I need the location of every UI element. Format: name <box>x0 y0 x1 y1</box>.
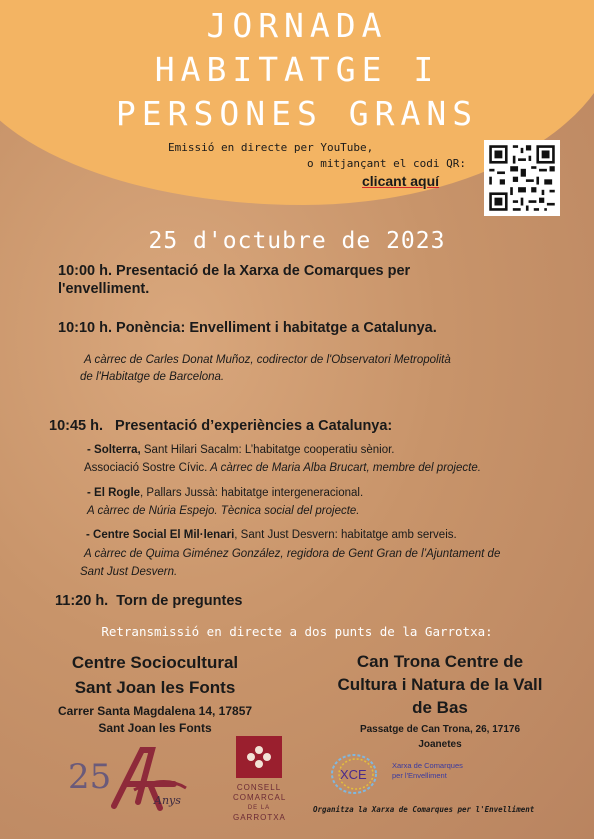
venue-2-name-b: Cultura i Natura de la Vall <box>337 675 543 694</box>
experience-3 <box>86 529 457 541</box>
consell-line-2: COMARCAL <box>233 793 287 802</box>
item-2-desc-b: de l'Habitatge de Barcelona. <box>80 371 225 383</box>
exp-1-desc: Sant Hilari Sacalm: L’habitatge cooperatiu sènior. <box>140 444 395 456</box>
broadcast-heading: Retransmissió en directe a dos punts de la Garrotxa: <box>101 624 493 639</box>
venue-1-address-a: Carrer Santa Magdalena 14, 17857 <box>57 704 253 718</box>
exp-3-person-a: A càrrec de Quima Giménez González, regidora de Gent Gran de l’Ajuntament de <box>84 548 501 560</box>
title-line-1: JORNADA <box>206 6 388 45</box>
xce-line-1: Xarxa de Comarques <box>392 761 463 770</box>
exp-1-name: - Solterra, <box>87 444 141 456</box>
experience-2 <box>87 487 363 499</box>
title-line-3: PERSONES GRANS <box>115 94 479 133</box>
organizer-footer: Organitza la Xarxa de Comarques per l'Envelliment <box>313 805 535 814</box>
venue-1-name-a: Centre Sociocultural <box>71 653 239 672</box>
title-line-2: HABITATGE I <box>154 50 440 89</box>
item-2-desc-b-wrap <box>80 369 224 386</box>
item-1-title: Presentació de la Xarxa de Comarques per <box>116 263 411 279</box>
consell-line-1: CONSELL <box>236 783 282 792</box>
consell-line-4: GARROTXA <box>233 813 286 822</box>
exp-2-desc: , Pallars Jussà: habitatge intergeneracional. <box>140 487 364 499</box>
program-item-1 <box>58 262 410 298</box>
exp-2-name: - El Rogle <box>87 487 141 499</box>
program-item-3 <box>49 418 392 434</box>
25-anys-logo <box>64 744 194 814</box>
item-2-time: 10:10 h. <box>58 320 112 336</box>
qr-code[interactable] <box>484 140 560 216</box>
venue-1 <box>30 650 280 737</box>
exp-1-person: A càrrec de Maria Alba Brucart, membre del projecte. <box>207 462 481 474</box>
venue-1-address-b: Sant Joan les Fonts <box>98 721 212 735</box>
svg-text:25: 25 <box>68 757 112 797</box>
consell-emblem <box>236 736 282 778</box>
xce-logo <box>330 752 382 796</box>
exp-3-person-b: Sant Just Desvern. <box>80 566 178 578</box>
exp-2-person: A càrrec de Núria Espejo. Tècnica social del projecte. <box>87 505 360 517</box>
experience-1-org <box>84 462 481 474</box>
venue-2-address-a: Passatge de Can Trona, 26, 17176 <box>359 724 521 735</box>
svg-text:XCE: XCE <box>340 767 367 782</box>
stream-link[interactable]: clicant aquí <box>362 173 440 189</box>
item-4-time: 11:20 h. <box>55 593 109 609</box>
item-2-desc-a: A càrrec de Carles Donat Muñoz, codirector de l'Observatori Metropolità <box>84 354 451 366</box>
exp-1-org: Associació Sostre Cívic. <box>84 462 208 474</box>
item-1-title-cont: l'envelliment. <box>58 281 150 297</box>
program-item-4 <box>55 593 242 609</box>
venue-2-address-b: Joanetes <box>418 739 462 750</box>
svg-text:Anys: Anys <box>154 794 181 807</box>
xce-icon <box>330 752 382 796</box>
flower-icon <box>236 736 282 778</box>
program-item-2 <box>58 320 437 336</box>
25-anys-icon <box>64 744 194 814</box>
exp-3-desc: , Sant Just Desvern: habitatge amb serveis. <box>234 529 457 541</box>
item-1-time: 10:00 h. <box>58 263 112 279</box>
item-2-title: Ponència: Envelliment i habitatge a Catalunya. <box>116 320 437 336</box>
exp-3-name: - Centre Social El Mil·lenari <box>86 529 235 541</box>
event-date: 25 d'octubre de 2023 <box>148 228 446 254</box>
xce-line-2: per l'Envelliment <box>392 771 447 780</box>
item-3-time: 10:45 h. <box>49 418 103 434</box>
xce-text <box>392 761 463 781</box>
venue-2 <box>310 650 570 752</box>
consell-text <box>233 783 285 823</box>
item-4-title: Torn de preguntes <box>116 593 243 609</box>
venue-1-name-b: Sant Joan les Fonts <box>74 678 236 697</box>
stream-text-2: o mitjançant el codi QR: <box>307 157 466 170</box>
item-2-desc <box>84 352 451 369</box>
consell-line-3: DE LA <box>247 805 271 811</box>
consell-comarcal-logo <box>233 736 285 833</box>
experience-1 <box>87 444 394 456</box>
venue-2-name-a: Can Trona Centre de <box>356 652 524 671</box>
stream-text-1: Emissió en directe per YouTube, <box>168 141 374 154</box>
qr-code-icon <box>484 140 560 216</box>
venue-2-name-c: de Bas <box>412 698 468 717</box>
item-3-title: Presentació d’experiències a Catalunya: <box>115 418 393 434</box>
